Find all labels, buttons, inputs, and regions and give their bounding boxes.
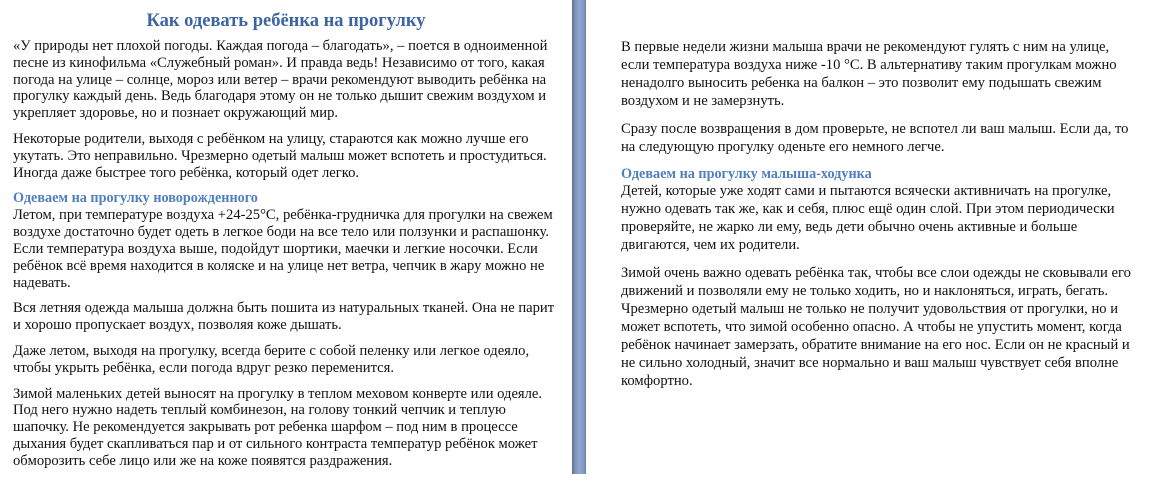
paragraph: Вся летняя одежда малыша должна быть пошита из натуральных тканей. Она не парит и хорошо пропускает воздух, позволяя коже дышать. xyxy=(13,300,555,334)
left-page-body xyxy=(13,38,558,479)
page-divider xyxy=(572,0,586,474)
paragraph: Летом, при температуре воздуха +24-25°C, ребёнка-грудничка для прогулки на свежем воздухе достаточно будет одеть в легкое боди на все тело или ползунки и распашонку. Если температура воздуха выше, подойдут шортики, маечки и легкие носочки. Если ребёнок всё время находится в коляске и на улице нет ветра, чепчик в жару можно не надевать. xyxy=(13,207,553,291)
right-page-body xyxy=(621,38,1141,400)
paragraph: В первые недели жизни малыша врачи не рекомендуют гулять с ним на улице, если температура воздуха ниже -10 °C. В альтернативу таким прогулкам можно ненадолго выносить ребенка на балкон – это позволит ему подышать свежим воздухом и не замерзнуть. xyxy=(621,39,1117,109)
paragraph: «У природы нет плохой погоды. Каждая погода – благодать», – поется в одноименной песне из кинофильма «Служебный роман». И правда ведь! Независимо от того, какая погода на улице – солнце, мороз или ветер – врачи рекомендуют выводить ребёнка на прогулку каждый день. Ведь благодаря этому он не только дышит свежим воздухом и укрепляет здоровье, но и познает окружающий мир. xyxy=(13,38,548,122)
section-heading-newborn: Одеваем на прогулку новорожденного xyxy=(13,190,258,207)
paragraph: Детей, которые уже ходят сами и пытаются всячески активничать на прогулке, нужно одевать так же, как и себя, плюс ещё один слой. При этом периодически проверяйте, не жарко ли ему, ведь дети обычно очень активные и больше двигаются, чем их родители. xyxy=(621,183,1115,253)
paragraph: Даже летом, выходя на прогулку, всегда берите с собой пеленку или легкое одеяло, чтобы укрыть ребёнка, если погода вдруг резко переменится. xyxy=(13,342,530,376)
paragraph: Сразу после возвращения в дом проверьте, не вспотел ли ваш малыш. Если да, то на следующую прогулку оденьте его немного легче. xyxy=(621,121,1129,155)
section-heading-toddler: Одеваем на прогулку малыша-ходунка xyxy=(621,166,872,182)
document-title: Как одевать ребёнка на прогулку xyxy=(146,11,426,31)
paragraph: Зимой очень важно одевать ребёнка так, чтобы все слои одежды не сковывали его движений и позволяли ему не только ходить, но и наклоняться, играть, бегать. Чрезмерно одетый малыш не только не получит удовольствия от прогулки, но и может вспотеть, что зимой особенно опасно. А чтобы не упустить момент, когда ребёнок начинает замерзать, обратите внимание на его нос. Если он не красный и не сильно холодный, значит все нормально и ваш малыш чувствует себя вполне комфортно. xyxy=(621,265,1131,389)
left-page xyxy=(0,0,572,474)
paragraph: Некоторые родители, выходя с ребёнком на улицу, стараются как можно лучше его укутать. Это неправильно. Чрезмерно одетый малыш может вспотеть и простудиться. Иногда даже быстрее того ребёнка, который одет легко. xyxy=(13,130,547,181)
paragraph: Зимой маленьких детей выносят на прогулку в теплом меховом конверте или одеяле. Под него нужно надеть теплый комбинезон, на голову тонкий чепчик и теплую шапочку. Не рекомендуется закрывать рот ребенка шарфом – под ним в процессе дыхания будет скапливаться пар и от сильного контраста температур ребёнок может обморозить себе лицо или же на коже появятся раздражения. xyxy=(13,385,543,469)
